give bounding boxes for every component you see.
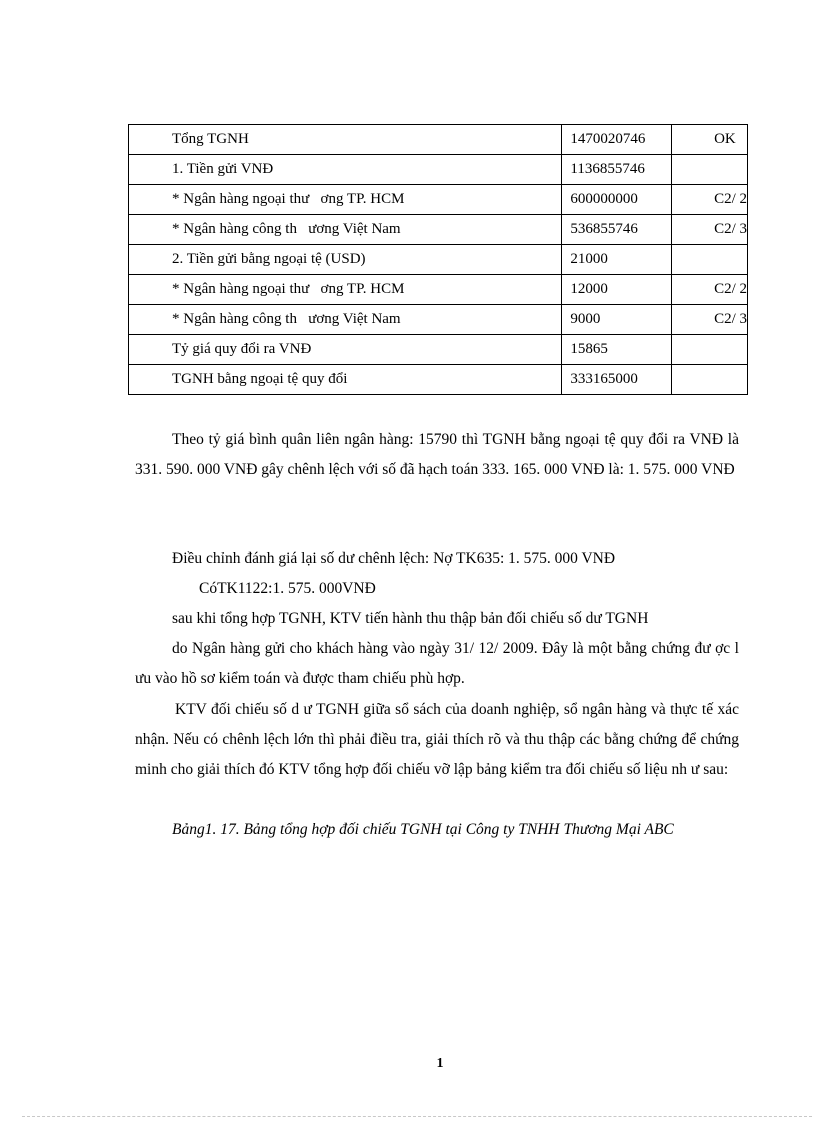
row-reference [672, 335, 748, 365]
row-label: 2. Tiền gửi bằng ngoại tệ (USD) [129, 245, 562, 275]
row-reference [672, 365, 748, 395]
row-label: Tổng TGNH [129, 125, 562, 155]
table-row [129, 245, 748, 275]
paragraph-exchange-rate: Theo tỷ giá bình quân liên ngân hàng: 15790 thì TGNH bằng ngoại tệ quy đổi ra VNĐ là 331. 590. 000 VNĐ gây chênh lệch với số đã hạch toán 333. 165. 000 VNĐ là: 1. 575. 000 VNĐ [135, 431, 739, 478]
row-reference [672, 155, 748, 185]
row-label: * Ngân hàng công th ương Việt Nam [129, 215, 562, 245]
page-bottom-rule [22, 1116, 812, 1117]
paragraph-bank-confirmation-text: do Ngân hàng gửi cho khách hàng vào ngày 31/ 12/ 2009. Đây là một bằng chứng đư ợc l ưu vào hồ sơ kiểm toán và được tham chiếu phù hợp. [135, 640, 739, 687]
table-row [129, 215, 748, 245]
table-row [129, 185, 748, 215]
table-row [129, 155, 748, 185]
paragraph-reconciliation: KTV đối chiếu số d ư TGNH giữa sổ sách của doanh nghiệp, sổ ngân hàng và thực tế xác nhận. Nếu có chênh lệch lớn thì phải điều tra, giải thích rõ và thu thập các bằng chứng để chứng minh cho giải thích đó KTV tổng hợp đối chiếu vỡ lập bảng kiểm tra đối chiếu số liệu nh ư sau: [135, 701, 739, 778]
table-row [129, 305, 748, 335]
table-caption: Bảng1. 17. Bảng tổng hợp đối chiếu TGNH tại Công ty TNHH Thương Mại ABC [172, 821, 674, 838]
tgnh-table-body [129, 125, 748, 395]
paragraph-bank-confirmation [135, 634, 739, 694]
row-value: 21000 [562, 245, 672, 275]
row-value: 1470020746 [562, 125, 672, 155]
table-row [129, 275, 748, 305]
row-value: 536855746 [562, 215, 672, 245]
row-label: 1. Tiền gửi VNĐ [129, 155, 562, 185]
row-value: 333165000 [562, 365, 672, 395]
table-row [129, 335, 748, 365]
row-value: 1136855746 [562, 155, 672, 185]
row-label: Tỷ giá quy đổi ra VNĐ [129, 335, 562, 365]
row-label: TGNH bằng ngoại tệ quy đổi [129, 365, 562, 395]
paragraph-bank-confirmation-first-line: sau khi tổng hợp TGNH, KTV tiến hành thu thập bản đối chiếu số dư TGNH [172, 610, 649, 627]
row-label: * Ngân hàng ngoại thư ơng TP. HCM [129, 275, 562, 305]
row-value: 9000 [562, 305, 672, 335]
adjustment-line-credit: CóTK1122:1. 575. 000VNĐ [199, 580, 376, 597]
row-label: * Ngân hàng ngoại thư ơng TP. HCM [129, 185, 562, 215]
row-reference: C2/ 2 [672, 185, 748, 215]
row-value: 15865 [562, 335, 672, 365]
row-reference: OK [672, 125, 748, 155]
row-reference: C2/ 2 [672, 275, 748, 305]
row-reference: C2/ 3 [672, 215, 748, 245]
adjustment-line-debit: Điều chỉnh đánh giá lại số dư chênh lệch: Nợ TK635: 1. 575. 000 VNĐ [172, 550, 616, 567]
row-reference: C2/ 3 [672, 305, 748, 335]
table-row [129, 365, 748, 395]
tgnh-summary-table [128, 124, 748, 395]
table-row [129, 125, 748, 155]
row-label: * Ngân hàng công th ương Việt Nam [129, 305, 562, 335]
row-value: 12000 [562, 275, 672, 305]
page-number: 1 [436, 1056, 444, 1071]
row-reference [672, 245, 748, 275]
row-value: 600000000 [562, 185, 672, 215]
